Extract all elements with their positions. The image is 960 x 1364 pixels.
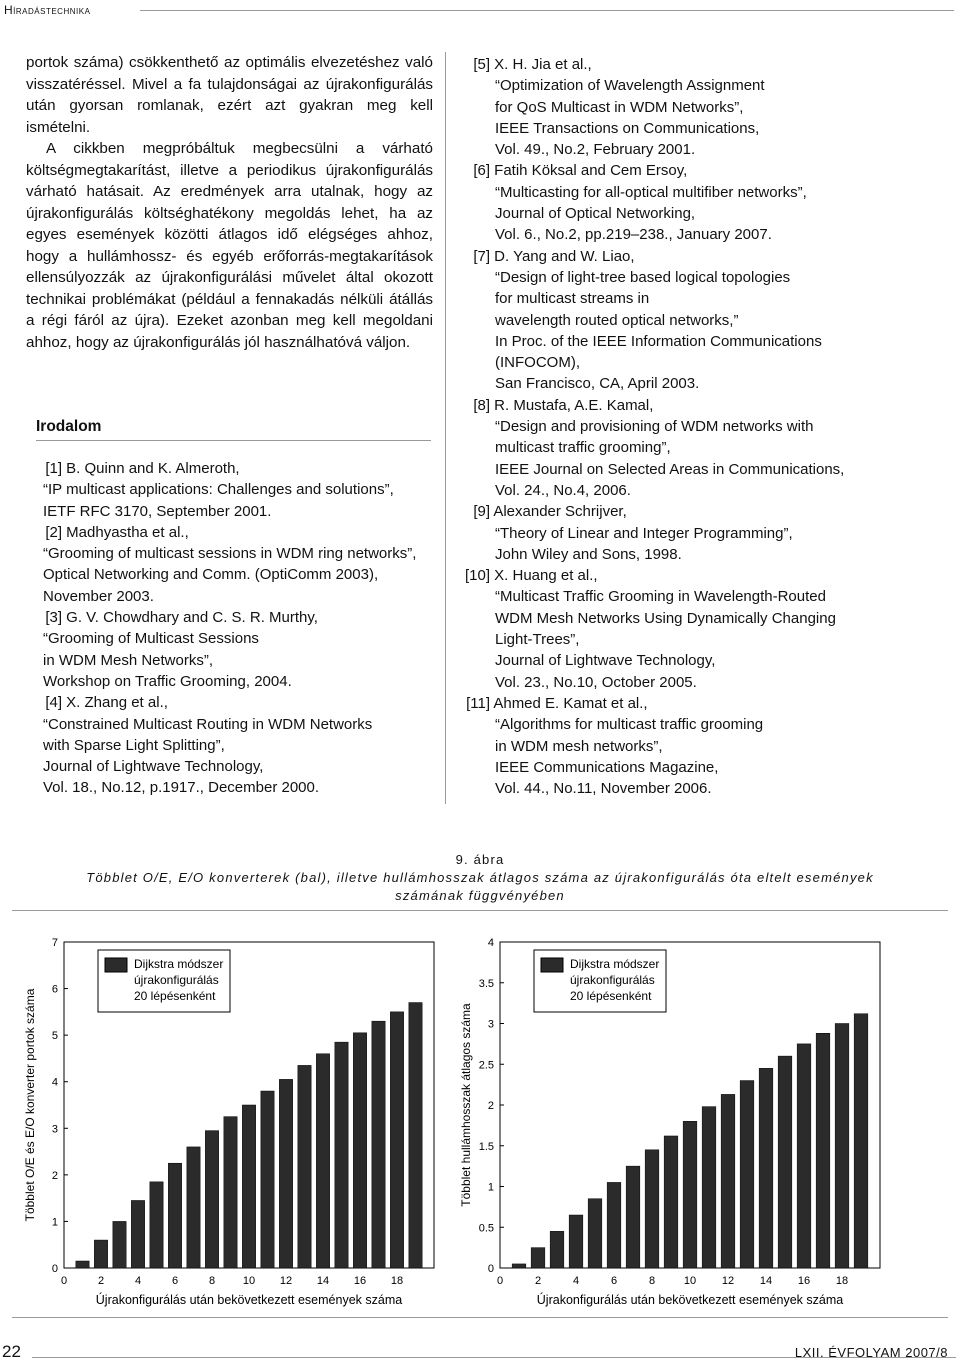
reference-line: Vol. 44., No.11, November 2006. [495,780,712,798]
reference-authors: G. V. Chowdhary and C. S. R. Murthy, [66,609,318,627]
x-tick-label: 18 [390,1275,404,1287]
reference-line: In Proc. of the IEEE Information Communications [495,332,822,350]
reference-line: IEEE Journal on Selected Areas in Communications, [495,460,845,478]
x-tick-label: 10 [683,1275,697,1287]
body-text-column [26,52,433,353]
reference-authors: Madhyastha et al., [66,523,189,541]
bar [550,1231,564,1268]
figure-caption-line-1: Többlet O/E, E/O konverterek (bal), illetve hullámhosszak átlagos száma az újrakonfigurálás óta eltelt események [86,870,874,885]
reference-authors: X. Zhang et al., [66,694,168,712]
references-heading: Irodalom [36,418,102,435]
reference-item [456,501,936,565]
reference-line: in WDM mesh networks”, [495,737,663,755]
bar [835,1024,849,1269]
reference-line: Workshop on Traffic Grooming, 2004. [43,672,292,690]
x-tick-label: 0 [496,1275,504,1287]
reference-authors: Ahmed E. Kamat et al., [493,694,648,712]
bar [76,1261,89,1268]
reference-item [36,522,441,607]
y-tick-label: 2 [51,1169,58,1182]
x-tick-label: 4 [572,1275,580,1287]
reference-line: IEEE Transactions on Communications, [495,119,760,137]
reference-authors: Alexander Schrijver, [493,503,627,521]
reference-number: [2] [45,523,62,541]
bar [645,1150,659,1268]
bar [316,1054,329,1268]
reference-line: Vol. 6., No.2, pp.219–238., January 2007. [495,226,772,244]
bar [683,1121,697,1268]
reference-item [456,395,936,501]
reference-authors: R. Mustafa, A.E. Kamal, [494,396,654,414]
bar [740,1081,754,1268]
x-tick-label: 2 [534,1275,542,1287]
y-tick-label: 1 [51,1216,58,1229]
reference-authors: Fatih Köksal and Cem Ersoy, [494,162,688,180]
reference-line: “Multicasting for all-optical multifiber networks”, [495,183,807,201]
y-tick-label: 7 [51,937,58,949]
reference-line: IEEE Communications Magazine, [495,758,719,776]
journal-volume: LXII. ÉVFOLYAM 2007/8 [794,1345,948,1360]
reference-line: “Design and provisioning of WDM networks with [495,418,814,436]
x-tick-label: 16 [353,1275,367,1287]
bar [512,1264,526,1268]
reference-line: wavelength routed optical networks,” [495,311,739,329]
bar [224,1117,237,1268]
x-tick-label: 16 [797,1275,811,1287]
legend-swatch [105,958,127,972]
reference-line: Vol. 18., No.12, p.1917., December 2000. [43,779,320,797]
bar [298,1065,311,1268]
y-tick-label: 3 [51,1123,58,1136]
reference-line: “Constrained Multicast Routing in WDM Networks [43,715,373,733]
reference-authors: X. H. Jia et al., [494,56,592,73]
reference-line: “Algorithms for multicast traffic grooming [495,716,764,734]
legend-label: 20 lépésenként [570,989,652,1003]
page-number: 22 [2,1342,21,1361]
bar [816,1033,830,1268]
bar [409,1003,422,1268]
y-tick-label: 3.5 [478,977,494,990]
reference-line: “Grooming of multicast sessions in WDM ring networks”, [43,545,417,563]
reference-authors: B. Quinn and K. Almeroth, [66,460,240,477]
reference-line: Light-Trees”, [495,631,580,649]
bar [353,1033,366,1268]
reference-line: in WDM Mesh Networks”, [43,651,214,669]
bar [113,1221,126,1268]
chart-right [448,920,908,1320]
reference-item [456,693,936,799]
reference-item [36,692,441,798]
reference-line: multicast traffic grooming”, [495,439,671,457]
reference-line: for multicast streams in [495,290,650,308]
bar [626,1166,640,1268]
reference-number: [8] [473,396,490,414]
x-axis-label: Újrakonfigurálás után bekövetkezett események száma [536,1293,844,1307]
bar [721,1094,735,1268]
bar [664,1136,678,1268]
x-tick-label: 6 [171,1275,179,1287]
reference-line: Journal of Optical Networking, [495,205,696,223]
reference-line: “Design of light-tree based logical topologies [495,268,791,286]
x-tick-label: 8 [208,1275,216,1287]
reference-line: IETF RFC 3170, September 2001. [43,502,272,520]
bar [778,1056,792,1268]
x-tick-label: 0 [60,1275,68,1287]
reference-line: with Sparse Light Splitting”, [43,736,225,754]
reference-line: Vol. 49., No.2, February 2001. [495,141,696,159]
y-tick-label: 0 [487,1263,494,1275]
legend-swatch [541,958,563,972]
reference-line: “Optimization of Wavelength Assignment [495,77,765,95]
x-tick-label: 12 [721,1275,735,1287]
bar [588,1199,602,1268]
reference-line: Optical Networking and Comm. (OptiComm 2003), [43,566,379,584]
y-axis-label: Többlet hullámhosszak átlagos száma [459,1003,473,1207]
legend-label: újrakonfigurálás [134,973,219,987]
figure-number: 9. ábra [455,852,505,867]
x-tick-label: 10 [242,1275,256,1287]
running-header: Híradástechnika [4,3,91,17]
reference-number: [11] [466,694,490,712]
reference-number: [10] [464,567,490,585]
y-tick-label: 4 [487,937,494,949]
references-list-right [456,54,936,799]
reference-line: San Francisco, CA, April 2003. [495,375,700,393]
reference-item [456,246,936,395]
x-tick-label: 12 [279,1275,293,1287]
y-tick-label: 3 [487,1018,494,1031]
reference-number: [6] [473,162,490,180]
bar [607,1182,621,1268]
reference-item [456,160,936,245]
reference-number: [1] [45,460,62,477]
references-list-left [36,458,441,799]
y-tick-label: 4 [51,1076,58,1089]
reference-line: John Wiley and Sons, 1998. [495,545,682,563]
y-tick-label: 2.5 [478,1059,494,1072]
reference-line: Vol. 23., No.10, October 2005. [495,673,697,691]
figure-caption-line-2: számának függvényében [395,888,565,903]
body-paragraph-2: A cikkben megpróbáltuk megbecsülni a várható költségmegtakarítást, illetve a periodikus újrakonfigurálás várható hatásait. Az eredmények arra utalnak, hogy az újrakonfigurálás költséghatékony megoldás lehet, ha az egyes események közötti átlagos idő elégséges ahhoz, hogy a hullámhossz- és egyéb erőforrás-megtakarítások ellensúlyozzák az újrakonfigurálási művelet által okozott technikai problémákat (például a fennakadás nélküli átállás a régi fáról az újra). Ezeket azonban meg kell megoldani ahhoz, hogy az újrakonfigurálás jól használhatóvá váljon. [26,140,433,351]
reference-authors: D. Yang and W. Liao, [494,247,635,265]
bar [279,1079,292,1268]
reference-line: (INFOCOM), [495,354,580,372]
reference-line: “IP multicast applications: Challenges and solutions”, [43,481,394,499]
reference-number: [3] [45,609,62,627]
reference-number: [4] [45,694,62,712]
x-tick-label: 14 [759,1275,773,1287]
bar [797,1044,811,1268]
y-tick-label: 2 [487,1100,494,1112]
legend-label: újrakonfigurálás [570,973,655,987]
references-heading-rule [36,440,431,441]
bar [759,1068,773,1268]
reference-item [456,565,936,693]
reference-line: November 2003. [43,587,154,605]
bar [187,1147,200,1268]
reference-line: for QoS Multicast in WDM Networks”, [495,98,744,116]
x-tick-label: 6 [610,1275,618,1287]
figure-caption [0,851,960,905]
bar [569,1215,583,1268]
x-tick-label: 4 [134,1275,142,1287]
x-axis-label: Újrakonfigurálás után bekövetkezett események száma [95,1293,403,1307]
x-tick-label: 8 [648,1275,656,1287]
bar [854,1014,868,1268]
y-tick-label: 5 [51,1030,58,1043]
bar [335,1042,348,1268]
reference-line: Journal of Lightwave Technology, [43,758,264,776]
reference-authors: X. Huang et al., [494,567,598,585]
reference-line: Journal of Lightwave Technology, [495,652,716,670]
y-tick-label: 0 [51,1263,58,1275]
reference-line: “Theory of Linear and Integer Programming”, [495,524,793,542]
reference-item [36,607,441,692]
reference-number: [9] [473,503,490,521]
legend-label: Dijkstra módszer [570,957,660,971]
x-tick-label: 2 [97,1275,105,1287]
bar [372,1021,385,1268]
header-rule [140,10,954,11]
bar [261,1091,274,1268]
bar [702,1107,716,1268]
legend-label: 20 lépésenként [134,989,216,1003]
y-tick-label: 1 [487,1181,494,1194]
reference-line: WDM Mesh Networks Using Dynamically Changing [495,609,836,627]
y-tick-label: 1.5 [478,1140,494,1153]
bar [390,1012,403,1268]
y-tick-label: 6 [51,983,58,996]
bar [242,1105,255,1268]
reference-item [456,54,936,160]
bar [531,1248,545,1268]
legend-label: Dijkstra módszer [134,957,224,971]
reference-line: Vol. 24., No.4, 2006. [495,481,631,499]
reference-item [36,458,441,522]
reference-line: “Grooming of Multicast Sessions [43,630,259,648]
bar [150,1182,163,1268]
column-divider [445,52,446,804]
reference-line: “Multicast Traffic Grooming in Wavelength-Routed [495,588,826,606]
x-tick-label: 14 [316,1275,330,1287]
bar [205,1131,218,1268]
reference-number: [7] [473,247,490,265]
reference-number: [5] [473,56,490,73]
bar [131,1200,144,1268]
body-paragraph-1: portok száma) csökkenthető az optimális elvezetéshez való visszatéréssel. Mivel a fa tulajdonságai az újrakonfigurálás után gyorsan romlanak, ezért azt gyakran meg kell ismételni. [26,54,433,136]
bar [94,1240,107,1268]
y-tick-label: 0.5 [478,1222,494,1235]
y-axis-label: Többlet O/E és E/O konverter portok száma [23,988,37,1222]
chart-left [16,920,461,1320]
x-tick-label: 18 [835,1275,849,1287]
bar [168,1163,181,1268]
